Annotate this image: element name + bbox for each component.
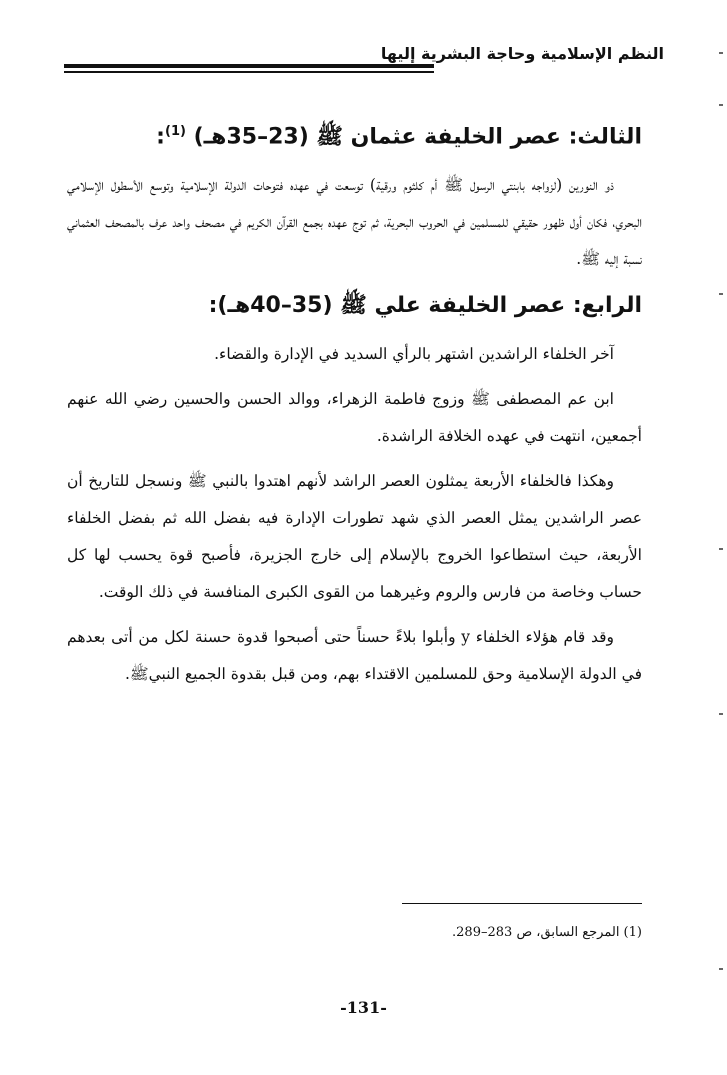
page-number: -131-	[340, 998, 387, 1017]
margin-mark	[719, 713, 723, 715]
margin-mark	[719, 104, 723, 106]
page-body	[67, 112, 642, 701]
section-heading-ali: الرابع: عصر الخليفة علي ﷺ (35–40هـ):	[208, 293, 642, 319]
footnote-reference[interactable]: (1)	[164, 124, 186, 139]
header-rule-thick	[64, 64, 434, 68]
paragraph-ali-1: آخر الخلفاء الراشدين اشتهر بالرأي السديد في الإدارة والقضاء.	[214, 345, 614, 364]
section-heading-uthman-text: الثالث: عصر الخليفة عثمان ﷺ (23–35هـ)	[185, 124, 642, 150]
margin-mark	[719, 548, 723, 550]
margin-mark	[719, 293, 723, 295]
running-head-title: النظم الإسلامية وحاجة البشرية إليها	[375, 44, 664, 63]
margin-mark	[719, 52, 723, 54]
footnote-separator	[402, 903, 642, 904]
margin-mark	[719, 968, 723, 970]
paragraph-ali-3: وهكذا فالخلفاء الأربعة يمثلون العصر الراشد لأنهم اهتدوا بالنبي ﷺ ونسجل للتاريخ أن عصر الراشدين يمثل العصر الذي شهد تطورات الإدارة فيه بفضل الله ثم بفضل الخلفاء الأربعة، حيث استطاعوا الخروج بالإسلام إلى خارج الجزيرة، فأصبح قوة يحسب لها كل حساب وخاصة من فارس والروم وغيرهما من القوى الكبرى المنافسة في ذلك الوقت.	[67, 472, 642, 602]
section-heading-uthman	[67, 112, 642, 157]
section-heading-uthman-colon: :	[156, 124, 165, 150]
paragraph-ali-4: وقد قام هؤلاء الخلفاء y وأبلوا بلاءً حسناً حتى أصبحوا قدوة حسنة لكل من أتى بعدهم في الدولة الإسلامية وحق للمسلمين الاقتداء بهم، ومن قبل بقدوة الجميع النبيﷺ.	[67, 628, 642, 684]
paragraph-ali-2: ابن عم المصطفى ﷺ وزوج فاطمة الزهراء، ووالد الحسن والحسين رضي الله عنهم أجمعين، انتهت في عهده الخلافة الراشدة.	[67, 390, 642, 446]
footnote: (1) المرجع السابق، ص 283–289.	[452, 925, 642, 940]
running-head	[64, 42, 664, 82]
paragraph-uthman: ذو النورين (لزواجه بابنتي الرسول ﷺ أم كلثوم ورقية) توسعت في عهده فتوحات الدولة الإسلامية وتوسع الأسطول الإسلامي البحري، فكان أول ظهور حقيقي للمسلمين في الحروب البحرية، ثم توج عهده بجمع القرآن الكريم في مصحف واحد عرف بالمصحف العثماني نسبة إليه ﷺ.	[67, 176, 642, 269]
header-rule-thin	[64, 71, 434, 73]
